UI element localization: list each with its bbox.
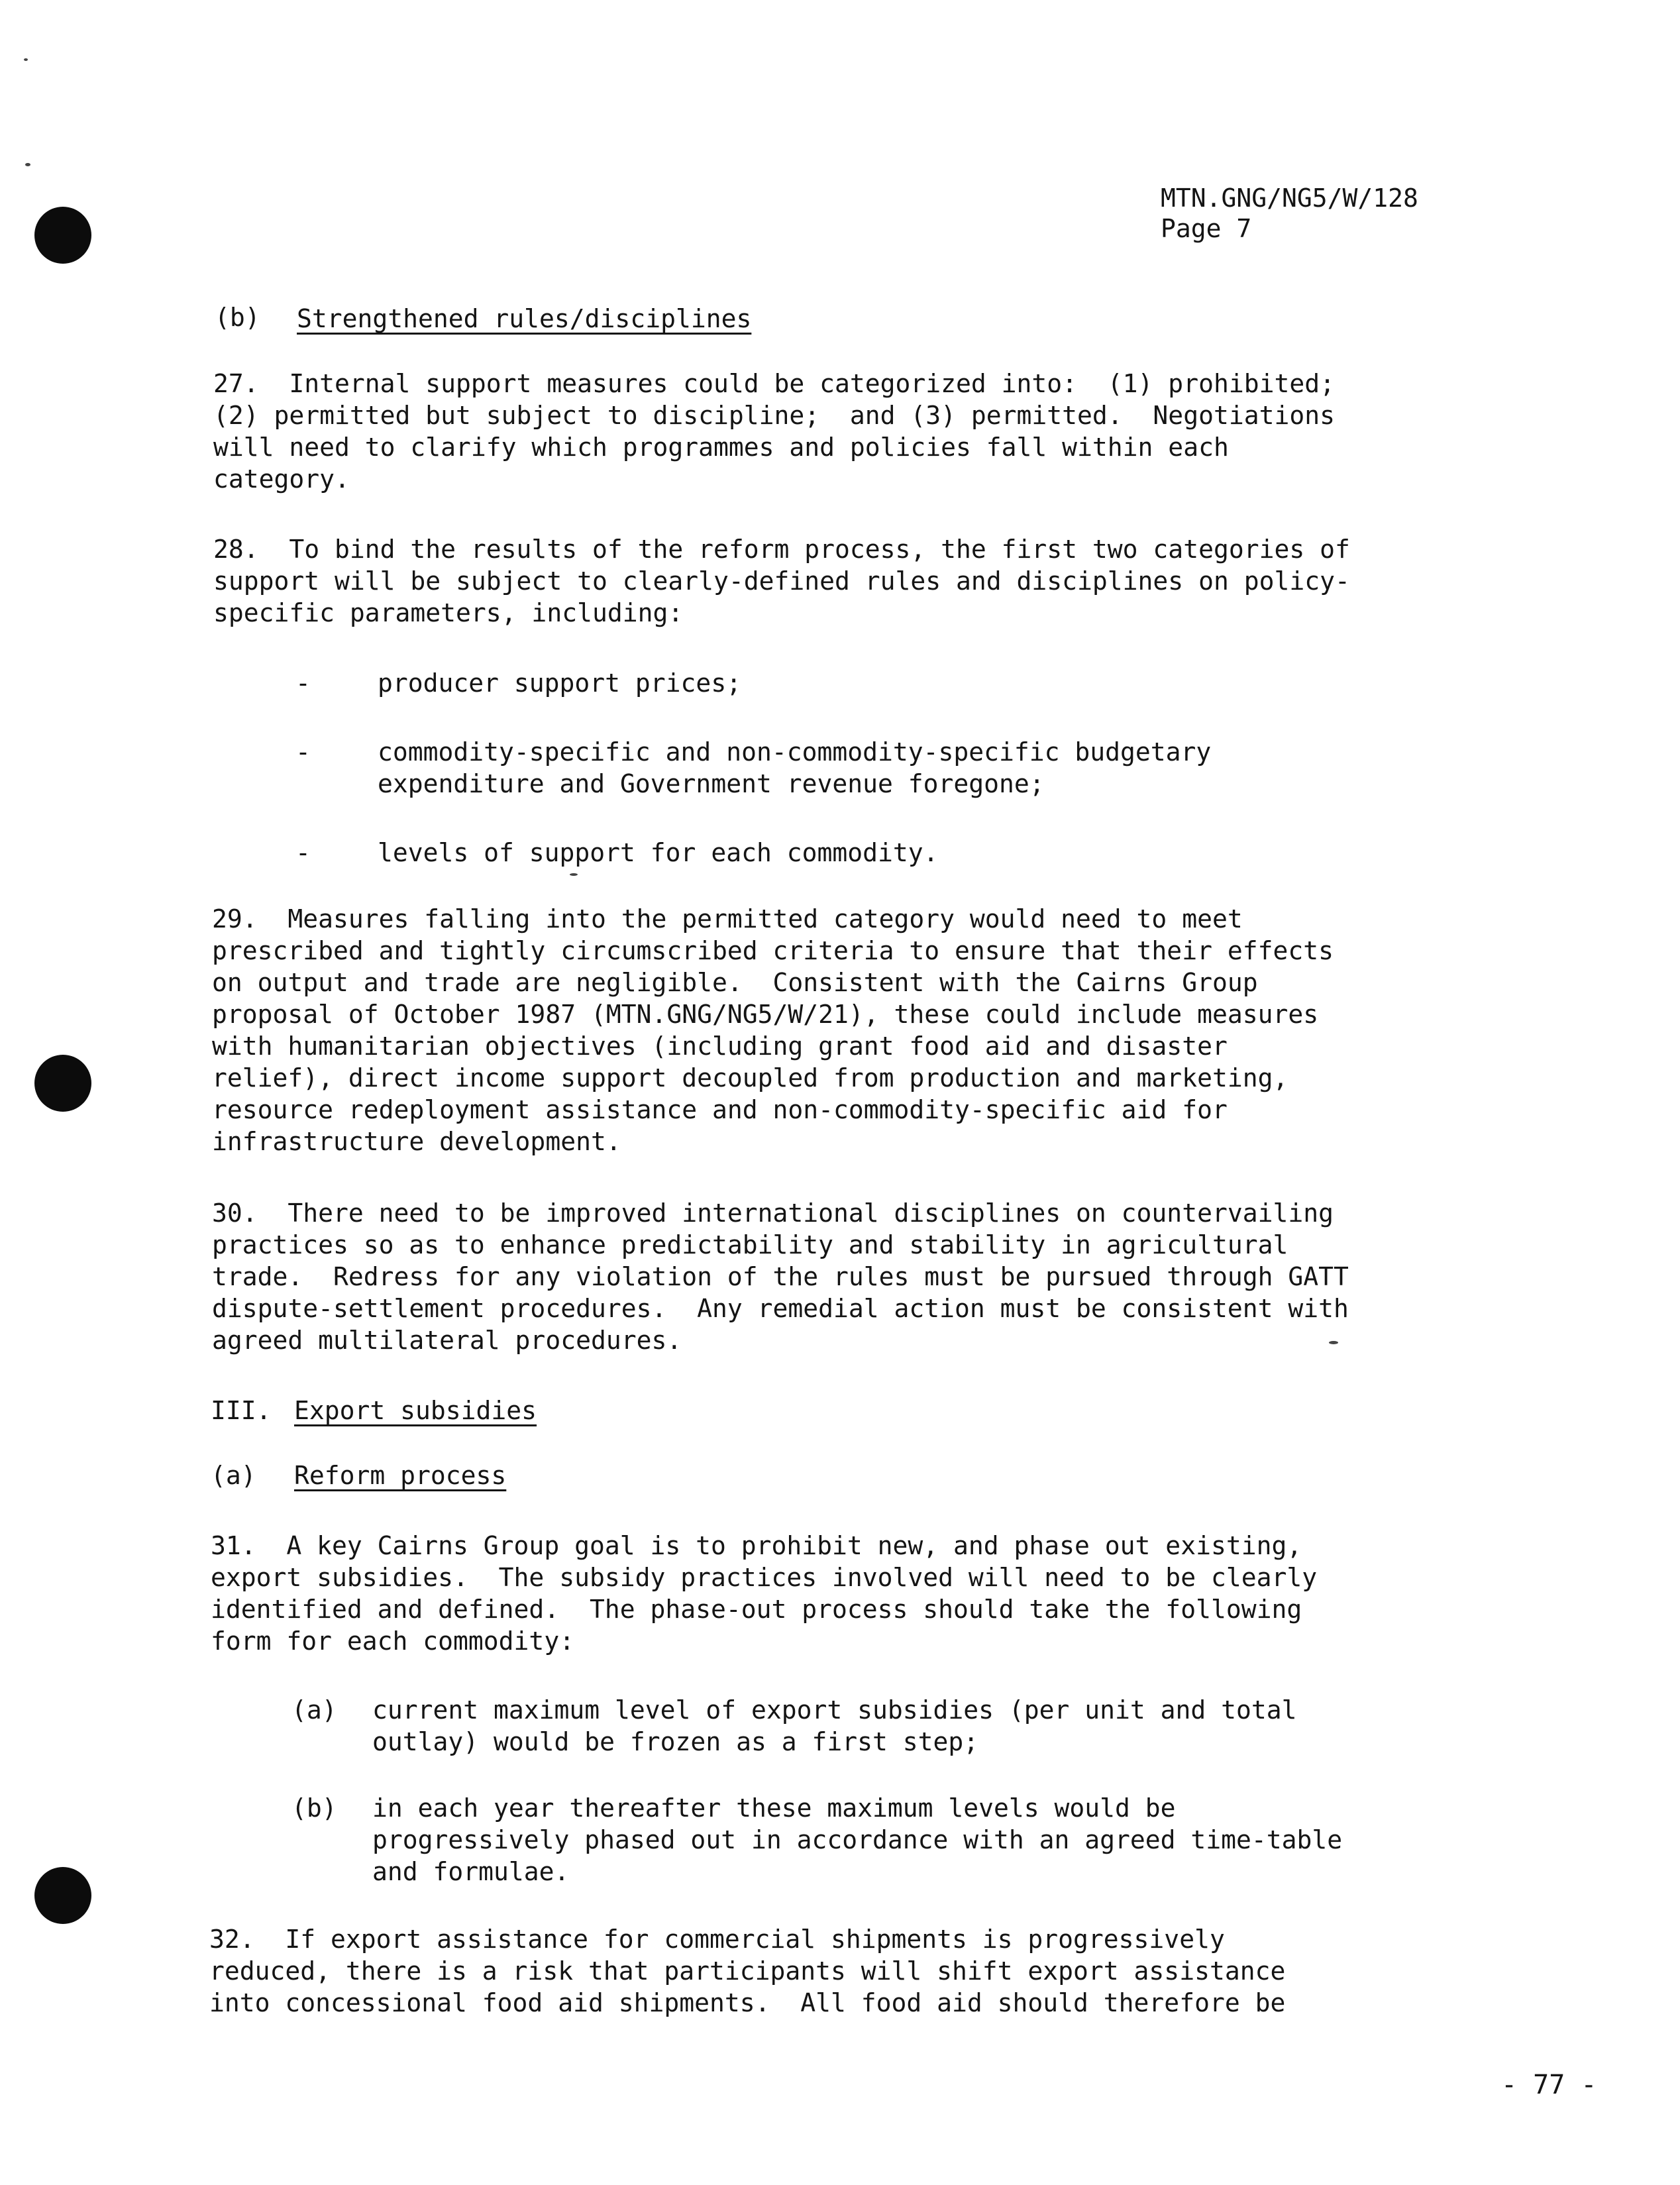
list-item-text: in each year thereafter these maximum levels would be <box>372 1793 1176 1823</box>
document-symbol: MTN.GNG/NG5/W/128 <box>1161 184 1418 213</box>
paragraph-line: 28. To bind the results of the reform process, the first two categories of <box>213 535 1350 564</box>
paragraph-line: form for each commodity: <box>211 1626 575 1656</box>
list-item-marker: (b) <box>291 1793 337 1823</box>
paragraph-line: agreed multilateral procedures. <box>212 1326 682 1355</box>
paragraph-line: (2) permitted but subject to discipline; and (3) permitted. Negotiations <box>213 401 1335 430</box>
paragraph-line: 27. Internal support measures could be categorized into: (1) prohibited; <box>213 369 1335 398</box>
bullet-text: producer support prices; <box>378 668 742 698</box>
list-item-marker: (a) <box>291 1695 337 1725</box>
section-heading: Export subsidies <box>294 1396 537 1425</box>
section-marker: III. <box>211 1396 272 1425</box>
paragraph-line: reduced, there is a risk that participants will shift export assistance <box>209 1956 1286 1986</box>
bullet-text: commodity-specific and non-commodity-specific budgetary <box>378 737 1212 767</box>
scan-speck <box>24 58 28 61</box>
list-item-text: current maximum level of export subsidies (per unit and total <box>372 1695 1297 1725</box>
paragraph-line: into concessional food aid shipments. All food aid should therefore be <box>209 1988 1286 2017</box>
page-number: - 77 - <box>1501 2070 1597 2100</box>
page-label: Page 7 <box>1161 214 1252 243</box>
paragraph-line: relief), direct income support decoupled from production and marketing, <box>212 1063 1288 1092</box>
section-heading: Strengthened rules/disciplines <box>297 304 752 333</box>
list-item-text: progressively phased out in accordance with an agreed time-table <box>372 1825 1343 1854</box>
list-item-text: and formulae. <box>372 1857 570 1886</box>
punch-hole-bottom <box>34 1867 91 1924</box>
paragraph-line: infrastructure development. <box>212 1127 621 1156</box>
list-item-text: outlay) would be frozen as a first step; <box>372 1727 979 1756</box>
bullet-dash: - <box>295 838 311 867</box>
paragraph-line: with humanitarian objectives (including grant food aid and disaster <box>212 1032 1228 1061</box>
scan-speck <box>1329 1341 1338 1344</box>
bullet-text: levels of support for each commodity. <box>378 838 939 867</box>
paragraph-line: proposal of October 1987 (MTN.GNG/NG5/W/21), these could include measures <box>212 1000 1319 1029</box>
paragraph-line: 30. There need to be improved international disciplines on countervailing <box>212 1199 1334 1228</box>
paragraph-line: category. <box>213 464 350 494</box>
paragraph-line: prescribed and tightly circumscribed criteria to ensure that their effects <box>212 936 1334 965</box>
section-marker: (b) <box>215 303 260 332</box>
section-marker: (a) <box>211 1461 256 1490</box>
bullet-dash: - <box>295 668 311 698</box>
bullet-dash: - <box>295 737 311 767</box>
section-heading: Reform process <box>294 1461 507 1490</box>
paragraph-line: trade. Redress for any violation of the rules must be pursued through GATT <box>212 1262 1349 1291</box>
paragraph-line: 31. A key Cairns Group goal is to prohibit new, and phase out existing, <box>211 1531 1302 1560</box>
paragraph-line: will need to clarify which programmes and policies fall within each <box>213 433 1229 462</box>
punch-hole-top <box>34 207 91 264</box>
paragraph-line: on output and trade are negligible. Consistent with the Cairns Group <box>212 968 1258 997</box>
paragraph-line: specific parameters, including: <box>213 598 684 627</box>
scan-speck <box>25 163 30 166</box>
paragraph-line: export subsidies. The subsidy practices involved will need to be clearly <box>211 1563 1318 1592</box>
scan-speck <box>570 873 578 876</box>
bullet-text: expenditure and Government revenue foregone; <box>378 769 1045 798</box>
paragraph-line: practices so as to enhance predictability and stability in agricultural <box>212 1230 1288 1259</box>
paragraph-line: support will be subject to clearly-defined rules and disciplines on policy- <box>213 566 1350 596</box>
paragraph-line: 32. If export assistance for commercial shipments is progressively <box>209 1925 1225 1954</box>
punch-hole-middle <box>34 1055 91 1112</box>
paragraph-line: 29. Measures falling into the permitted category would need to meet <box>212 904 1243 933</box>
paragraph-line: identified and defined. The phase-out process should take the following <box>211 1595 1302 1624</box>
paragraph-line: dispute-settlement procedures. Any remedial action must be consistent with <box>212 1294 1349 1323</box>
paragraph-line: resource redeployment assistance and non-commodity-specific aid for <box>212 1095 1228 1124</box>
